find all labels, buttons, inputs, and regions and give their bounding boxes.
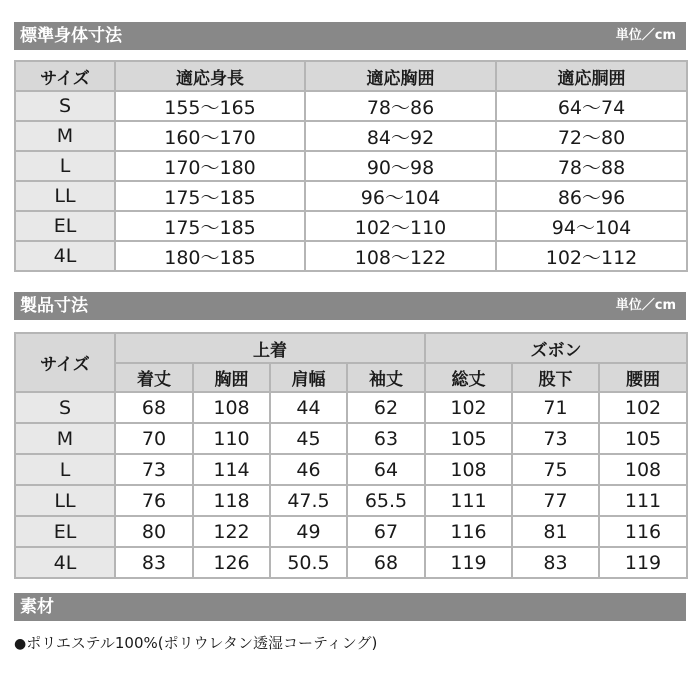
table-cell: 108 — [193, 392, 270, 423]
table-cell: 68 — [115, 392, 193, 423]
table-cell: 44 — [270, 392, 347, 423]
row-size-label: L — [15, 151, 115, 181]
header-size: サイズ — [15, 61, 115, 91]
material-title: 素材 — [20, 597, 54, 617]
table-cell: 65.5 — [347, 485, 425, 516]
table-row — [15, 211, 687, 241]
table-cell: 105 — [425, 423, 512, 454]
subheader-length: 着丈 — [115, 363, 193, 392]
table-row — [15, 121, 687, 151]
table-cell: 83 — [512, 547, 599, 578]
row-size-label: S — [15, 392, 115, 423]
table-cell: 75 — [512, 454, 599, 485]
table-cell: 102〜110 — [305, 211, 496, 241]
row-size-label: M — [15, 121, 115, 151]
table-cell: 114 — [193, 454, 270, 485]
table-cell: 102 — [599, 392, 687, 423]
table-row — [15, 392, 687, 423]
table-cell: 180〜185 — [115, 241, 305, 271]
table-cell: 67 — [347, 516, 425, 547]
table-row — [15, 91, 687, 121]
body-size-table — [14, 60, 688, 272]
table-cell: 63 — [347, 423, 425, 454]
table-cell: 108〜122 — [305, 241, 496, 271]
table-cell: 73 — [512, 423, 599, 454]
table-cell: 116 — [599, 516, 687, 547]
bullet-icon: ● — [14, 636, 27, 652]
table-cell: 116 — [425, 516, 512, 547]
table-cell: 175〜185 — [115, 181, 305, 211]
table-cell: 122 — [193, 516, 270, 547]
table-cell: 170〜180 — [115, 151, 305, 181]
table-cell: 96〜104 — [305, 181, 496, 211]
row-size-label: L — [15, 454, 115, 485]
table-cell: 49 — [270, 516, 347, 547]
row-size-label: 4L — [15, 241, 115, 271]
product-size-table — [14, 332, 688, 579]
table-cell: 105 — [599, 423, 687, 454]
table-cell: 78〜88 — [496, 151, 687, 181]
subheader-shoulder: 肩幅 — [270, 363, 347, 392]
table-cell: 80 — [115, 516, 193, 547]
table-cell: 64〜74 — [496, 91, 687, 121]
product-size-title: 製品寸法 — [20, 296, 88, 316]
subheader-hip: 腰囲 — [599, 363, 687, 392]
material-header-bar — [14, 593, 686, 621]
table-cell: 110 — [193, 423, 270, 454]
header-height: 適応身長 — [115, 61, 305, 91]
table-cell: 78〜86 — [305, 91, 496, 121]
table-cell: 50.5 — [270, 547, 347, 578]
table-cell: 102 — [425, 392, 512, 423]
row-size-label: EL — [15, 516, 115, 547]
product-size-table-body — [15, 392, 687, 578]
subheader-chest: 胸囲 — [193, 363, 270, 392]
material-line — [14, 632, 377, 655]
table-row — [15, 516, 687, 547]
row-size-label: M — [15, 423, 115, 454]
table-cell: 108 — [425, 454, 512, 485]
group-header-pants: ズボン — [425, 333, 687, 363]
table-cell: 84〜92 — [305, 121, 496, 151]
table-cell: 62 — [347, 392, 425, 423]
table-cell: 47.5 — [270, 485, 347, 516]
body-size-unit: 単位／cm — [615, 28, 676, 43]
table-cell: 70 — [115, 423, 193, 454]
table-cell: 126 — [193, 547, 270, 578]
table-cell: 155〜165 — [115, 91, 305, 121]
subheader-total-length: 総丈 — [425, 363, 512, 392]
table-cell: 64 — [347, 454, 425, 485]
table-cell: 94〜104 — [496, 211, 687, 241]
table-cell: 119 — [425, 547, 512, 578]
body-size-title: 標準身体寸法 — [20, 26, 122, 46]
row-size-label: S — [15, 91, 115, 121]
row-size-label: LL — [15, 181, 115, 211]
table-cell: 83 — [115, 547, 193, 578]
row-size-label: 4L — [15, 547, 115, 578]
table-row — [15, 181, 687, 211]
row-size-label: LL — [15, 485, 115, 516]
table-cell: 77 — [512, 485, 599, 516]
body-size-header-bar — [14, 22, 686, 50]
table-cell: 102〜112 — [496, 241, 687, 271]
group-header-jacket: 上着 — [115, 333, 425, 363]
table-row — [15, 423, 687, 454]
table-row — [15, 454, 687, 485]
product-size-unit: 単位／cm — [615, 298, 676, 313]
table-cell: 86〜96 — [496, 181, 687, 211]
product-header-size: サイズ — [15, 333, 115, 392]
body-size-table-body — [15, 91, 687, 271]
table-cell: 46 — [270, 454, 347, 485]
table-cell: 160〜170 — [115, 121, 305, 151]
table-cell: 81 — [512, 516, 599, 547]
table-cell: 119 — [599, 547, 687, 578]
table-cell: 45 — [270, 423, 347, 454]
header-chest: 適応胸囲 — [305, 61, 496, 91]
table-cell: 90〜98 — [305, 151, 496, 181]
table-row — [15, 241, 687, 271]
table-cell: 118 — [193, 485, 270, 516]
table-row — [15, 547, 687, 578]
table-cell: 72〜80 — [496, 121, 687, 151]
table-cell: 108 — [599, 454, 687, 485]
row-size-label: EL — [15, 211, 115, 241]
table-cell: 71 — [512, 392, 599, 423]
header-waist: 適応胴囲 — [496, 61, 687, 91]
table-cell: 76 — [115, 485, 193, 516]
product-size-header-bar — [14, 292, 686, 320]
table-cell: 111 — [425, 485, 512, 516]
table-cell: 73 — [115, 454, 193, 485]
table-row — [15, 485, 687, 516]
table-cell: 68 — [347, 547, 425, 578]
subheader-inseam: 股下 — [512, 363, 599, 392]
material-text: ポリエステル100%(ポリウレタン透湿コーティング) — [26, 634, 378, 652]
subheader-sleeve: 袖丈 — [347, 363, 425, 392]
table-row — [15, 151, 687, 181]
table-cell: 175〜185 — [115, 211, 305, 241]
table-cell: 111 — [599, 485, 687, 516]
